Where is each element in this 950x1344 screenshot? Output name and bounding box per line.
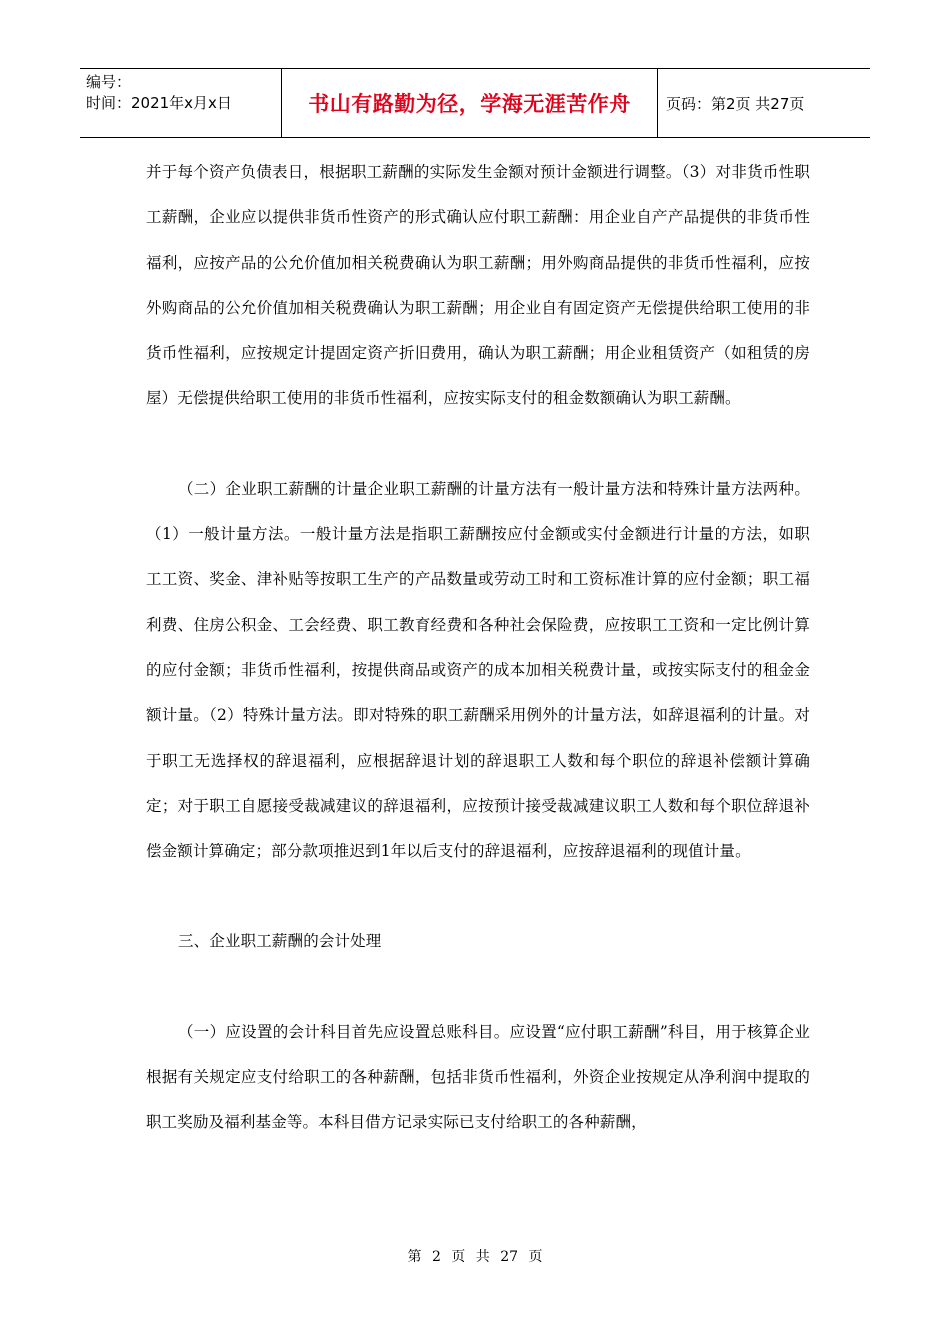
number-label: 编号： xyxy=(86,73,132,91)
document-header xyxy=(80,68,870,138)
paragraph-continuation: 并于每个资产负债表日，根据职工薪酬的实际发生金额对预计金额进行调整。（3）对非货币性职工薪酬，企业应以提供非货币性资产的形式确认应付职工薪酬：用企业自产产品提供的非货币性福利，应按产品的公允价值加相关税费确认为职工薪酬；用外购商品提供的非货币性福利，应按外购商品的公允价值加相关税费确认为职工薪酬；用企业自有固定资产无偿提供给职工使用的非货币性福利，应按规定计提固定资产折旧费用，确认为职工薪酬；用企业租赁资产（如租赁的房屋）无偿提供给职工使用的非货币性福利，应按实际支付的租金数额确认为职工薪酬。 xyxy=(146,163,810,408)
section-heading: 三、企业职工薪酬的会计处理 xyxy=(178,932,382,951)
header-motto: 书山有路勤为径，学海无涯苦作舟 xyxy=(282,69,658,137)
page-footer: 第 2 页 共 27 页 xyxy=(407,1249,543,1265)
header-meta xyxy=(80,69,282,137)
document-body xyxy=(146,150,810,1146)
header-page-info: 页码：第2页 共27页 xyxy=(666,94,805,113)
date-label: 时间：2021年x月x日 xyxy=(86,94,232,112)
paragraph-measurement: （二）企业职工薪酬的计量企业职工薪酬的计量方法有一般计量方法和特殊计量方法两种。（1）一般计量方法。一般计量方法是指职工薪酬按应付金额或实付金额进行计量的方法，如职工工资、奖金、津补贴等按职工生产的产品数量或劳动工时和工资标准计算的应付金额；职工福利费、住房公积金、工会经费、职工教育经费和各种社会保险费，应按职工工资和一定比例计算的应付金额；非货币性福利，按提供商品或资产的成本加相关税费计量，或按实际支付的租金金额计量。（2）特殊计量方法。即对特殊的职工薪酬采用例外的计量方法，如辞退福利的计量。对于职工无选择权的辞退福利，应根据辞退计划的辞退职工人数和每个职位的辞退补偿额计算确定；对于职工自愿接受裁减建议的辞退福利，应按预计接受裁减建议职工人数和每个职位辞退补偿金额计算确定；部分款项推迟到1年以后支付的辞退福利，应按辞退福利的现值计量。 xyxy=(146,479,810,861)
paragraph-accounts: （一）应设置的会计科目首先应设置总账科目。应设置“应付职工薪酬”科目，用于核算企业根据有关规定应支付给职工的各种薪酬，包括非货币性福利，外资企业按规定从净利润中提取的职工奖励及福利基金等。本科目借方记录实际已支付给职工的各种薪酬， xyxy=(146,1022,810,1132)
